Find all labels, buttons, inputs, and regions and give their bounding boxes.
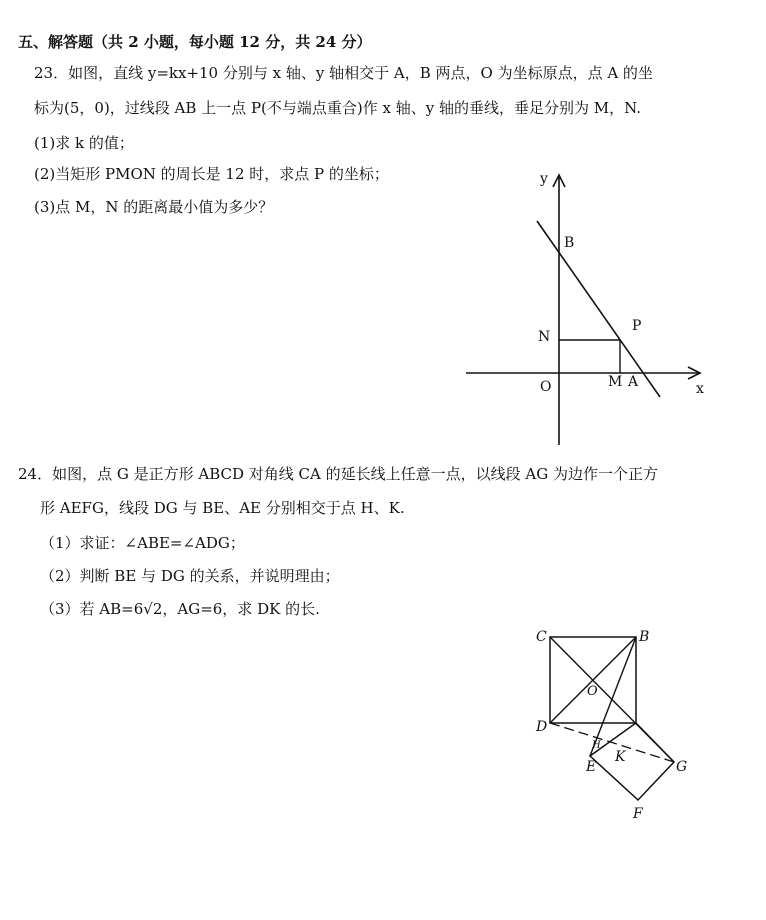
q23-label-p: P <box>632 318 642 334</box>
q24-label-k: K <box>615 749 626 765</box>
q23-part3: (3)点 M，N 的距离最小值为多少？ <box>34 198 274 216</box>
q24-figure <box>528 625 708 825</box>
q24-label-h: H <box>592 740 601 751</box>
q23-label-m: M <box>608 374 623 390</box>
q23-stem-line1: 23．如图，直线 y=kx+10 分别与 x 轴、y 轴相交于 A，B 两点，O 为坐标原点，点 A 的坐 <box>34 64 653 82</box>
q23-label-o: O <box>540 379 552 395</box>
q23-stem-line2: 标为(5，0)，过线段 AB 上一点 P(不与端点重合)作 x 轴、y 轴的垂线，垂足分别为 M，N. <box>34 99 642 117</box>
q24-stem-line2: 形 AEFG，线段 DG 与 BE、AE 分别相交于点 H、K. <box>40 499 405 517</box>
q23-part1: (1)求 k 的值； <box>34 134 134 152</box>
q23-label-y: y <box>540 171 548 187</box>
q24-label-c: C <box>536 629 547 645</box>
q24-label-o: O <box>587 684 598 699</box>
q24-part1: （1）求证：∠ABE=∠ADG； <box>40 534 245 552</box>
q23-label-n: N <box>538 329 551 345</box>
q24-part2: （2）判断 BE 与 DG 的关系，并说明理由； <box>40 567 340 585</box>
q23-line-ab <box>537 221 660 397</box>
q24-stem-line1: 24．如图，点 G 是正方形 ABCD 对角线 CA 的延长线上任意一点，以线段 AG 为边作一个正方 <box>18 465 658 483</box>
q24-label-e: E <box>586 759 597 775</box>
section-heading: 五、解答题（共 2 小题，每小题 12 分，共 24 分） <box>18 33 372 51</box>
q24-label-b: B <box>639 629 650 645</box>
q24-label-d: D <box>536 719 548 735</box>
q23-label-b: B <box>564 235 575 251</box>
q24-part3: （3）若 AB=6√2，AG=6，求 DK 的长. <box>40 600 320 618</box>
q23-part2: (2)当矩形 PMON 的周长是 12 时，求点 P 的坐标； <box>34 165 389 183</box>
q24-label-f: F <box>633 806 643 822</box>
q24-square-aefg <box>590 723 674 800</box>
q24-label-g: G <box>676 759 688 775</box>
q23-figure <box>460 165 720 455</box>
q23-label-x: x <box>696 381 704 397</box>
q23-label-a: A <box>628 374 639 390</box>
